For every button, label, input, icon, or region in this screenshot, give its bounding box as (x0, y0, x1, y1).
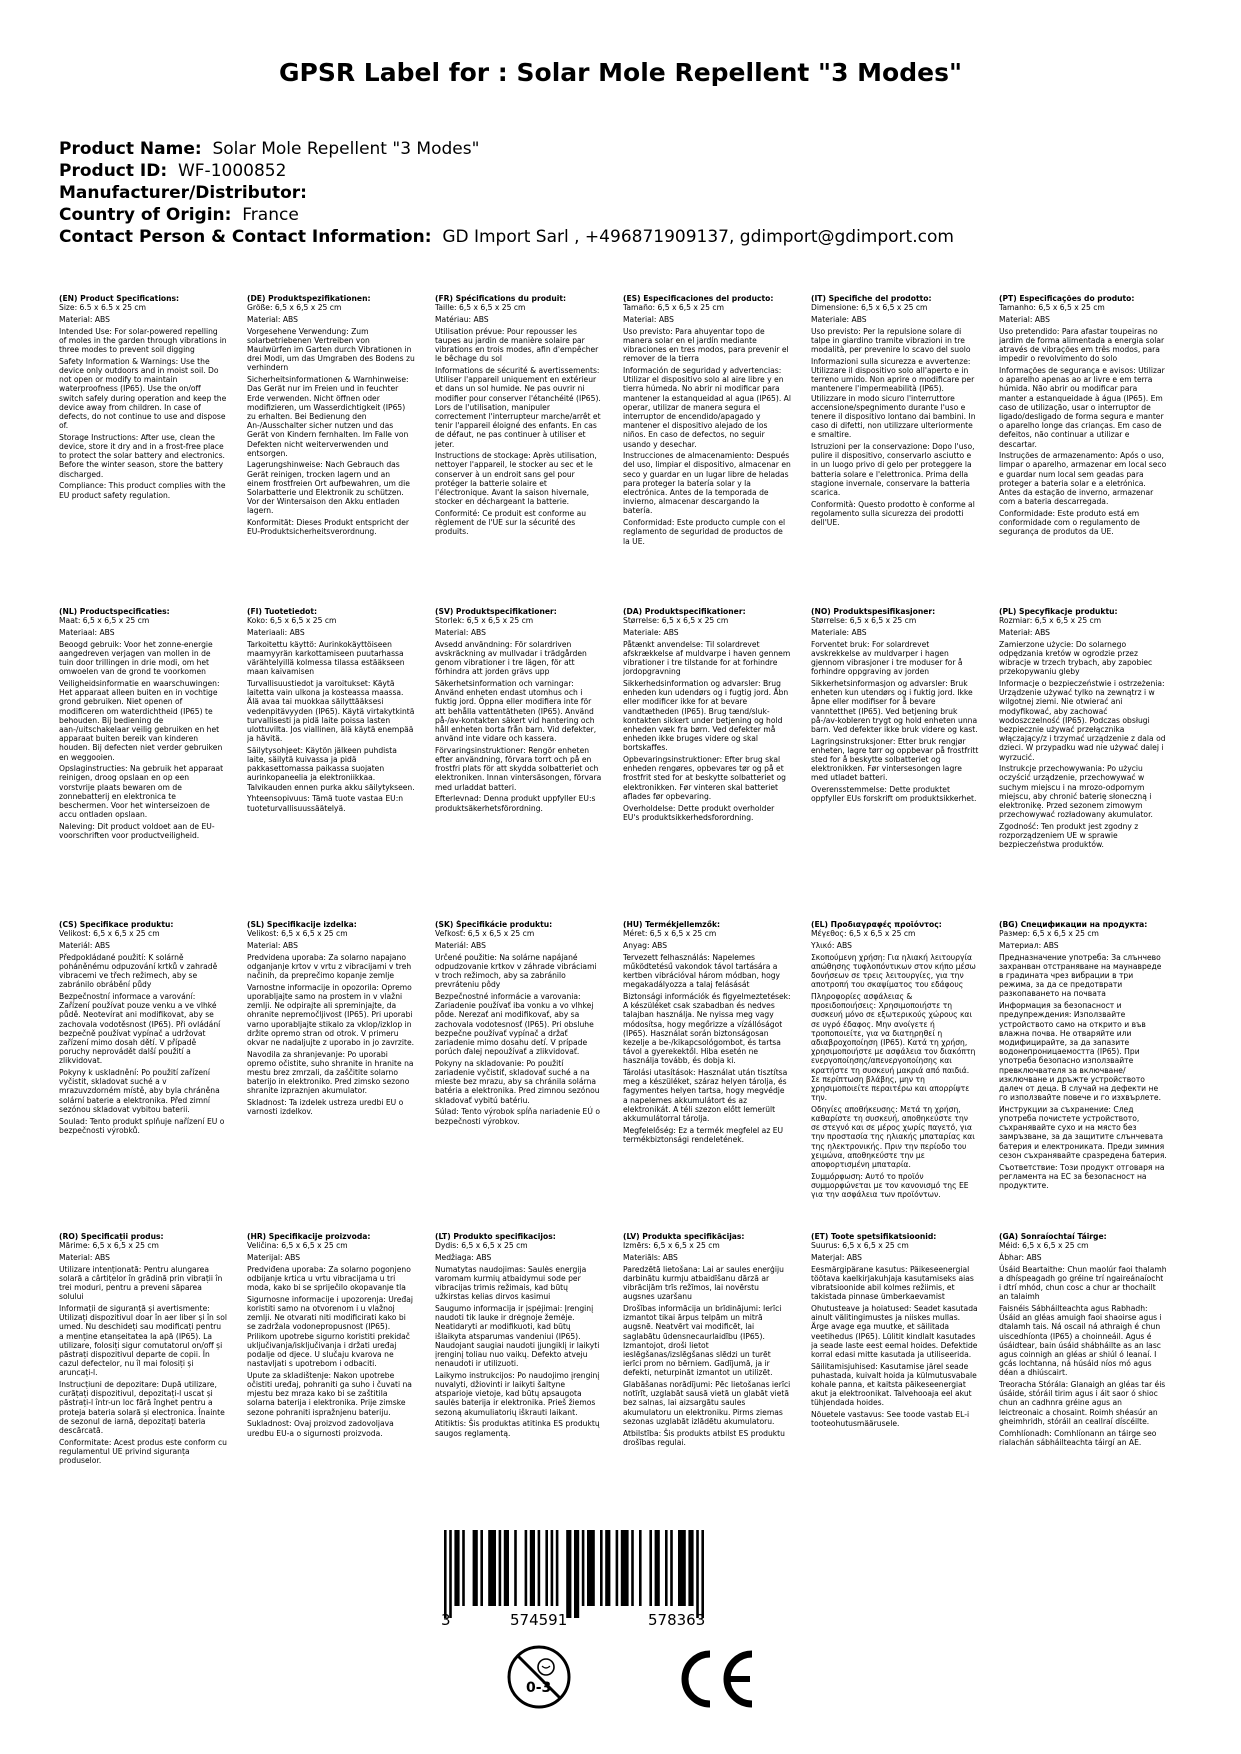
age-warning-icon (506, 1644, 572, 1710)
spec-paragraph: Atbilstība: Šis produkts atbilst ES produktu drošības regulai. (623, 1428, 785, 1447)
spec-paragraph: Tamaño: 6,5 x 6,5 x 25 cm (623, 303, 724, 313)
spec-heading: (FI) Tuotetiedot: (247, 607, 318, 616)
spec-paragraph: Ohutusteave ja hoiatused: Seadet kasutada ainult välitingimustes ja niiskes mullas. Ärge avage ega muutke, et säilitada veetihedus (IP65). Lülitit kindlalt kasutades ja seade laste eest eemal hoides. Defektide korral edasi mitte kasutada ja utiliseerida. (811, 1303, 978, 1359)
spec-paragraph: Información de seguridad y advertencias: Utilizar el dispositivo solo al aire libre y en tierra húmeda. No abrir ni modificar para mantener la estanqueidad al agua (IP65). Al operar, utilizar de manera segura el interruptor de encendido/apagado y mantener el dispositivo alejado de los niños. En caso de defectos, no seguir usando y desechar. (623, 365, 791, 449)
spec-paragraph: Bezpečnostné informácie a varovania: Zariadenie používať iba vonku a vo vlhkej pôde. Nerezať ani modifikovať, aby sa zachovala vodotesnosť (IP65). Pri obsluhe bezpečne používať vypínač a držať zariadenie mimo dosahu detí. V prípade porúch ďalej nepoužívať a zlikvidovať. (435, 991, 594, 1057)
spec-paragraph: Storage Instructions: After use, clean the device, store it dry and in a frost-free place to protect the solar battery and electronics. Before the winter season, store the battery discharged. (59, 432, 225, 479)
spec-block (435, 920, 603, 1128)
spec-paragraph: Materijal: ABS (247, 1252, 301, 1262)
spec-paragraph: Storlek: 6,5 x 6,5 x 25 cm (435, 616, 534, 626)
spec-paragraph: Sukladnost: Ovaj proizvod zadovoljava uredbu EU-a o sigurnosti proizvoda. (247, 1419, 394, 1438)
spec-paragraph: Lagerungshinweise: Nach Gebrauch das Gerät reinigen, trocken lagern und an einem frostfreien Ort aufbewahren, um die Solarbatterie und Elektronik zu schützen. Vor der Wintersaison den Akku entladen lagern. (247, 460, 410, 516)
spec-paragraph: Drošības informācija un brīdinājumi: Ierīci izmantot tikai ārpus telpām un mitrā augsnē. Neatvērt vai modificēt, lai saglabātu ūdensnecaurlaidību (IP65). Izmantojot, droši lietot ieslēgšanas/izslēgšanas slēdzi un turēt ierīci prom no bērniem. Gadījumā, ja ir defekti, neturpināt izmantot un utilizēt. (623, 1303, 782, 1378)
spec-paragraph: Biztonsági információk és figyelmeztetések: A készüléket csak szabadban és nedves talajban használja. Ne nyissa meg vagy módosítsa, hogy megőrizze a vízállóságot (IP65). Használat során biztonságosan kezelje a be-/kikapcsológombot, és tartsa távol a gyerekektől. Hiba esetén ne használja tovább, és dobja ki. (623, 991, 791, 1066)
spec-paragraph: Lagringsinstruksjoner: Etter bruk rengjør enheten, lagre tørr og oppbevar på frostfritt sted for å beskytte solbatteriet og elektronikken. Før vintersesongen lagre med utladet batteri. (811, 736, 979, 783)
spec-paragraph: Vorgesehene Verwendung: Zum solarbetriebenen Vertreiben von Maulwürfen im Garten durch Vibrationen in drei Modi, um das Umgraben des Bodens zu verhindern (247, 326, 415, 373)
spec-paragraph: Materiál: ABS (59, 940, 110, 950)
spec-paragraph: Yhteensopivuus: Tämä tuote vastaa EU:n tuoteturvallisuussäätelyä. (247, 794, 404, 813)
contact-label: Contact Person & Contact Information: (59, 227, 432, 247)
spec-paragraph: Istruzioni per la conservazione: Dopo l'uso, pulire il dispositivo, conservarlo asciutto e in un luogo privo di gelo per proteggere la batteria solare e l'elettronica. Prima della stagione invernale, conservare la batteria scarica. (811, 442, 975, 498)
spec-paragraph: Velikost: 6,5 x 6,5 x 25 cm (247, 929, 348, 939)
spec-paragraph: Numatytas naudojimas: Saulės energija varomam kurmių atbaidymui sode per vibracijas trimis režimais, kad būtų užkirstas kelias dirvos kasimui (435, 1264, 587, 1302)
spec-paragraph: Megfelelőség: Ez a termék megfelel az EU termékbiztonsági rendeletének. (623, 1125, 784, 1144)
spec-paragraph: Saugumo informacija ir įspėjimai: Įrenginį naudoti tik lauke ir drėgnoje žemėje. Neatidaryti ar modifikuoti, kad būtų išlaikyta atsparumas vandeniui (IP65). Naudojant saugiai naudoti įjungiklį ir laikyti įrenginį toliau nuo vaikų. Defekto atveju nenaudoti ir utilizuoti. (435, 1303, 600, 1369)
spec-paragraph: Μέγεθος: 6,5 x 6,5 x 25 cm (811, 929, 916, 939)
spec-paragraph: Veiligheidsinformatie en waarschuwingen: Het apparaat alleen buiten en in vochtige grond gebruiken. Niet openen of modificeren om waterdichtheid (IP65) te behouden. Bij bediening de aan-/uitschakelaar veilig gebruiken en het apparaat buiten bereik van kinderen houden. Bij defecten niet verder gebruiken en weggooien. (59, 678, 223, 762)
spec-paragraph: Súlad: Tento výrobok spĺňa nariadenie EÚ o bezpečnosti výrobkov. (435, 1107, 600, 1126)
spec-block (435, 607, 603, 815)
spec-paragraph: Predviđena uporaba: Za solarno pogonjeno odbijanje krtica u vrtu vibracijama u tri moda, kako bi se spriječilo okopavanje tla (247, 1264, 411, 1293)
spec-paragraph: Konformität: Dieses Produkt entspricht der EU-Produktsicherheitsverordnung. (247, 518, 410, 537)
spec-paragraph: Předpokládané použití: K solárně poháněnému odpuzování krtků v zahradě vibracemi ve třech režimech, aby se zabránilo obrábění půdy (59, 952, 218, 990)
spec-paragraph: Instruções de armazenamento: Após o uso, limpar o aparelho, armazenar em local seco e guardar num local sem geadas para proteger a bateria solar e a eletrónica. Antes da estação de inverno, armazenar com a bateria descarregada. (999, 451, 1167, 507)
spec-block (623, 607, 791, 824)
barcode-bar (631, 1530, 634, 1606)
spec-paragraph: Matériau: ABS (435, 314, 489, 324)
spec-paragraph: Informations de sécurité & avertissements: Utiliser l'appareil uniquement en extérieur et dans un sol humide. Ne pas ouvrir ni modifier pour conserver l'étanchéité (IP65). Lors de l'utilisation, manipuler correctement l'interrupteur marche/arrêt et tenir l'appareil éloigné des enfants. En cas de défaut, ne pas continuer à utiliser et jeter. (435, 365, 601, 449)
spec-paragraph: Nõuetele vastavus: See toode vastab EL-i tooteohutusmäärusele. (811, 1410, 970, 1429)
spec-paragraph: Размер: 6,5 x 6,5 x 25 cm (999, 929, 1099, 939)
spec-block (811, 607, 979, 806)
spec-paragraph: Suurus: 6,5 x 6,5 x 25 cm (811, 1241, 909, 1251)
spec-paragraph: Informații de siguranță și avertismente: Utilizați dispozitivul doar în aer liber și în sol umed. Nu deschideți sau modificați pentru a menține etanșeitatea la apă (IP65). La utilizare, folosiți sigur comutatorul on/off și păstrați dispozitivul departe de copii. În cazul defectelor, nu îl mai folosiți și aruncați-l. (59, 1303, 227, 1378)
spec-paragraph: Conformità: Questo prodotto è conforme al regolamento sulla sicurezza dei prodotti dell'UE. (811, 499, 975, 528)
spec-paragraph: Materiale: ABS (811, 314, 867, 324)
spec-paragraph: Materjal: ABS (811, 1252, 862, 1262)
spec-heading: (EN) Product Specifications: (59, 294, 180, 303)
spec-paragraph: Určené použitie: Na solárne napájané odpudzovanie krtkov v záhrade vibráciami v troch režimoch, aby sa zabránilo prevráteniu pôdy (435, 952, 597, 990)
spec-paragraph: Forventet bruk: For solardrevet avskrekkelse av muldvarper i hagen gjennom vibrasjoner i tre moduser for å forhindre oppgraving av jorden (811, 639, 963, 677)
spec-paragraph: Förvaringsinstruktioner: Rengör enheten efter användning, förvara torrt och på en frostfri plats för att skydda solbatteriet och elektroniken. Innan vintersäsongen, förvara med urladdat batteri. (435, 745, 602, 792)
spec-block (999, 607, 1167, 852)
spec-paragraph: Beoogd gebruik: Voor het zonne-energie aangedreven verjagen van mollen in de tuin door trillingen in drie modi, om het omwoelen van de grond te voorkomen (59, 639, 213, 677)
spec-paragraph: Σκοπούμενη χρήση: Για ηλιακή λειτουργία απώθησης τυφλοπόντικων στον κήπο μέσω δονήσεων σε τρεις λειτουργίες, για την αποτροπή του σκαψίματος του εδάφους (811, 952, 976, 990)
spec-paragraph: Utilizare intenționată: Pentru alungarea solară a cârtițelor în grădină prin vibrații în trei moduri, pentru a preveni săparea solului (59, 1264, 223, 1302)
spec-paragraph: Opslaginstructies: Na gebruik het apparaat reinigen, droog opslaan en op een vorstvrije plaats bewaren om de zonnebatterij en elektronica te beschermen. Voor het winterseizoen de accu ontladen opslaan. (59, 764, 224, 820)
barcode-bar (655, 1530, 660, 1606)
barcode-bar (499, 1530, 502, 1606)
page-title: GPSR Label for : Solar Mole Repellent "3 Modes" (279, 58, 962, 87)
spec-block (999, 920, 1167, 1193)
spec-block (999, 1232, 1167, 1449)
spec-heading: (DA) Produktspecifikationer: (623, 607, 746, 616)
spec-block (811, 1232, 979, 1431)
spec-paragraph: Size: 6.5 x 6.5 x 25 cm (59, 303, 147, 313)
spec-paragraph: Eesmärgipärane kasutus: Päikeseenergial töötava kaelkirjakuhjaja kasutamiseks aias vibratsioonide abil kolmes režiimis, et takistada pinnase ümberkaevamist (811, 1264, 974, 1302)
product-id-label: Product ID: (59, 161, 168, 181)
spec-paragraph: Zamierzone użycie: Do solarnego odpędzania kretów w ogrodzie przez wibracje w trzech trybach, aby zapobiec przekopywaniu gleby (999, 639, 1153, 677)
spec-block (247, 294, 415, 539)
barcode-bar (473, 1530, 478, 1606)
spec-paragraph: Soulad: Tento produkt splňuje nařízení EU o bezpečnosti výrobků. (59, 1116, 225, 1135)
spec-paragraph: Overensstemmelse: Dette produktet oppfyller EUs forskrift om produktsikkerhet. (811, 785, 977, 804)
spec-paragraph: Informações de segurança e avisos: Utilizar o aparelho apenas ao ar livre e em terra húmida. Não abrir ou modificar para manter a estanqueidade à água (IP65). Em caso de utilização, usar o interruptor de ligado/desligado de forma segura e manter o aparelho longe das crianças. Em caso de defeitos, não continuar a utilizar e descartar. (999, 365, 1165, 449)
spec-paragraph: Materiaal: ABS (59, 627, 115, 637)
spec-paragraph: Säilitamisjuhised: Kasutamise järel seade puhastada, kuivalt hoida ja külmutusvabale kohale panna, et kaitsta päikeseenergiat akut ja elektroonikat. Talvehooaja eel akut tühjendada hoides. (811, 1361, 977, 1408)
spec-heading: (HU) Termékjellemzők: (623, 920, 721, 929)
spec-paragraph: Οδηγίες αποθήκευσης: Μετά τη χρήση, καθαρίστε τη συσκευή, αποθηκεύστε την σε στεγνό και σε μέρος χωρίς παγετό, για την προστασία της ηλιακής μπαταρίας και της ηλεκτρονικής. Πριν την περίοδο του χειμώνα, αποθηκεύστε την με αποφορτισμένη μπαταρία. (811, 1104, 975, 1170)
spec-paragraph: Material: ABS (623, 314, 674, 324)
spec-block (59, 294, 227, 502)
barcode-bar (600, 1530, 603, 1606)
spec-block (623, 920, 791, 1147)
spec-paragraph: Størrelse: 6,5 x 6,5 x 25 cm (811, 616, 917, 626)
spec-paragraph: Zgodność: Ten produkt jest zgodny z rozporządzeniem UE w sprawie bezpieczeństwa produktów. (999, 821, 1139, 850)
spec-paragraph: Conformité: Ce produit est conforme au règlement de l'UE sur la sécurité des produits. (435, 508, 587, 537)
spec-heading: (HR) Specifikacije proizvoda: (247, 1232, 371, 1241)
barcode-bar (545, 1530, 548, 1606)
spec-paragraph: Informacje o bezpieczeństwie i ostrzeżenia: Urządzenie używać tylko na zewnątrz i w wilgotnej ziemi. Nie otwierać ani modyfikować, aby zachować wodoszczelność (IP65). Podczas obsługi bezpiecznie używać przełącznika włączający/z i trzymać urządzenie z dala od dzieci. W przypadku wad nie używać dalej i wyrzucić. (999, 678, 1166, 762)
spec-paragraph: Πληροφορίες ασφάλειας & προειδοποιήσεις: Χρησιμοποιήστε τη συσκευή μόνο σε εξωτερικούς χώρους και σε υγρό έδαφος. Μην ανοίγετε ή τροποποιείτε, για να διατηρηθεί η αδιαβροχοποίηση (IP65). Κατά τη χρήση, χρησιμοποιήστε με ασφάλεια τον διακόπτη ενεργοποίησης/απενεργοποίησης και κρατήστε τη συσκευή μακριά από παιδιά. Σε περίπτωση βλάβης, μην τη χρησιμοποιείτε περαιτέρω και απορρίψτε την. (811, 991, 976, 1103)
product-id: WF-1000852 (177, 161, 287, 181)
product-name-row (59, 138, 1189, 160)
spec-paragraph: Uso pretendido: Para afastar toupeiras no jardim de forma alimentada a energia solar através de vibrações em três modos, para impedir o revolvimento do solo (999, 326, 1165, 364)
spec-paragraph: Instructions de stockage: Après utilisation, nettoyer l'appareil, le stocker au sec et le conserver à un endroit sans gel pour protéger la batterie solaire et l'électronique. Avant la saison hivernale, stocker en déchargeant la batterie. (435, 451, 597, 507)
spec-paragraph: Predvidena uporaba: Za solarno napajano odganjanje krtov v vrtu z vibracijami v treh načinih, da preprečimo kopanje zemlje (247, 952, 412, 981)
barcode-group-2: 578363 (648, 1611, 706, 1629)
spec-paragraph: Atitiktis: Šis produktas atitinka ES produktų saugos reglamentą. (435, 1419, 600, 1438)
spec-heading: (SK) Špecifikácie produktu: (435, 920, 553, 929)
spec-paragraph: Compliance: This product complies with the EU product safety regulation. (59, 481, 226, 500)
spec-block (59, 1232, 227, 1468)
spec-paragraph: Opbevaringsinstruktioner: Efter brug skal enheden rengøres, opbevares tør og på et frostfrit sted for at beskytte solbatteriet og elektronikken. Før vinteren skal batteriet aflades før opbevaring. (623, 755, 786, 801)
spec-paragraph: Materiāls: ABS (623, 1252, 678, 1262)
spec-paragraph: Информация за безопасност и предупреждения: Използвайте устройството само на открито и във влажна почва. Не отваряйте или модифицирайте, за да запазите водонепроницаемостта (IP65). При употреба безопасно използвайте превключвателя за включване/изключване и дръжте устройството далеч от деца. В случай на дефекти не го използвайте повече и го изхвърлете. (999, 1001, 1161, 1103)
spec-block (623, 294, 791, 548)
spec-heading: (PT) Especificações do produto: (999, 294, 1135, 303)
spec-paragraph: Sikkerhedsinformation og advarsler: Brug enheden kun udendørs og i fugtig jord. Åbn eller modificer ikke for at bevare vandtætheden (IP65). Brug tænd/sluk-kontakten sikkert under betjening og hold enheden væk fra børn. Ved defekter må enheden ikke bruges videre og skal bortskaffes. (623, 678, 789, 753)
barcode-bar (556, 1530, 559, 1606)
spec-paragraph: Tarkoitettu käyttö: Aurinkokäyttöiseen maamyyrän karkottamiseen puutarhassa värähtelyillä kolmessa tilassa estääkseen maan kaivamisen (247, 639, 405, 677)
spec-heading: (IT) Specifiche del prodotto: (811, 294, 932, 303)
manufacturer-label: Manufacturer/Distributor: (59, 183, 307, 203)
spec-heading: (PL) Specyfikacje produktu: (999, 607, 1118, 616)
barcode-bar (665, 1530, 668, 1606)
barcode-bar (621, 1530, 629, 1606)
spec-paragraph: Taille: 6,5 x 6,5 x 25 cm (435, 303, 526, 313)
spec-paragraph: Materiál: ABS (435, 940, 486, 950)
spec-block (811, 294, 979, 530)
spec-paragraph: Conformitate: Acest produs este conform cu regulamentul UE privind siguranța produselor. (59, 1437, 227, 1466)
barcode-bar (462, 1530, 465, 1606)
spec-paragraph: Conformidade: Este produto está em conformidade com o regulamento de segurança de produtos da UE. (999, 508, 1140, 537)
product-name: Solar Mole Repellent "3 Modes" (212, 139, 480, 159)
spec-paragraph: Upute za skladištenje: Nakon upotrebe očistiti uređaj, pohraniti ga suho i čuvati na mjestu bez mraza kako bi se zaštitila solarna baterija i elektronika. Prije zimske sezone pohraniti ispražnjenu bateriju. (247, 1370, 412, 1417)
barcode-bar (639, 1530, 642, 1606)
spec-heading: (EL) Προδιαγραφές προϊόντος: (811, 920, 942, 929)
spec-paragraph: Turvallisuustiedot ja varoitukset: Käytä laitetta vain ulkona ja kosteassa maassa. Älä avaa tai muokkaa säilyttääksesi vedenpitävyyden (IP65). Käytä virtakytkintä turvallisesti ja pidä laite poissa lasten ulottuvilta. Jos viallinen, älä käytä enempää ja hävitä. (247, 678, 415, 744)
spec-heading: (BG) Спецификации на продукта: (999, 920, 1148, 929)
origin-label: Country of Origin: (59, 205, 232, 225)
spec-paragraph: Sigurnosne informacije i upozorenja: Uređaj koristiti samo na otvorenom i u vlažnoj zemlji. Ne otvarati niti modificirati kako bi se zadržala vodonepropusnost (IP65). Prilikom upotrebe sigurno koristiti prekidač uključivanja/isključivanja i držati uređaj podalje od djece. U slučaju kvarova ne nastavljati s upotrebom i odbaciti. (247, 1294, 414, 1369)
spec-paragraph: Skladnost: Ta izdelek ustreza uredbi EU o varnosti izdelkov. (247, 1098, 404, 1117)
barcode-bar (616, 1530, 619, 1606)
spec-paragraph: Rozmiar: 6,5 x 6,5 x 25 cm (999, 616, 1102, 626)
barcode-bar (504, 1530, 509, 1606)
spec-block (247, 1232, 415, 1440)
spec-heading: (SL) Specifikacije izdelka: (247, 920, 357, 929)
spec-paragraph: Anyag: ABS (623, 940, 668, 950)
spec-paragraph: Sicherheitsinformationen & Warnhinweise: Das Gerät nur im Freien und in feuchter Erde verwenden. Nicht öffnen oder modifizieren, um Wasserdichtigkeit (IP65) zu erhalten. Bei Bedienung den An-/Ausschalter sicher nutzen und das Gerät von Kindern fernhalten. Im Falle von Defekten nicht weiterverwenden und entsorgen. (247, 375, 409, 458)
spec-paragraph: Mărime: 6,5 x 6,5 x 25 cm (59, 1241, 159, 1251)
spec-paragraph: Materiaali: ABS (247, 627, 305, 637)
spec-block (435, 294, 603, 539)
spec-paragraph: Velikost: 6,5 x 6,5 x 25 cm (59, 929, 160, 939)
barcode-bar (525, 1530, 528, 1606)
spec-paragraph: Ábhar: ABS (999, 1252, 1042, 1262)
spec-paragraph: Material: ABS (247, 940, 298, 950)
spec-paragraph: Materiale: ABS (623, 627, 679, 637)
barcode-group-1: 574591 (510, 1611, 568, 1629)
spec-paragraph: Størrelse: 6,5 x 6,5 x 25 cm (623, 616, 729, 626)
spec-paragraph: Uso previsto: Para ahuyentar topo de manera solar en el jardín mediante vibraciones en tres modos, para prevenir el remover de la tierra (623, 326, 789, 364)
spec-paragraph: Instrucțiuni de depozitare: După utilizare, curățați dispozitivul, depozitați-l uscat și păstrați-l într-un loc fără înghet pentru a proteja bateria solară și electronica. Înainte de sezonul de iarnă, depozitați bateria descărcată. (59, 1380, 225, 1436)
spec-paragraph: Material: ABS (435, 627, 486, 637)
spec-block (247, 607, 415, 815)
spec-heading: (NO) Produktspesifikasjoner: (811, 607, 936, 616)
spec-paragraph: Material: ABS (59, 1252, 110, 1262)
barcode-bar (551, 1530, 554, 1606)
barcode-digit: 3 (441, 1611, 451, 1629)
spec-paragraph: Bezpečnostní informace a varování: Zařízení používat pouze venku a ve vlhké půdě. Neotevírat ani modifikovat, aby se zachovala vodotěsnost (IP65). Při ovládání bezpečně používat vypínač a udržovat zařízení mimo dosah dětí. V případě poruchy neprovádět další použití a zlikvidovat. (59, 991, 221, 1066)
spec-paragraph: Úsáid Beartaithe: Chun maolúr faoi thalamh a dhíspeagadh go gréine trí ngaireánaíocht i dtrí mhód, chun cosc a chur ar thochailt an talaimh (999, 1264, 1167, 1302)
spec-paragraph: Overholdelse: Dette produkt overholder EU's produktsikkerhedsforordning. (623, 803, 775, 822)
spec-heading: (LT) Produkto specifikacijos: (435, 1232, 556, 1241)
spec-paragraph: Материал: ABS (999, 940, 1059, 950)
spec-paragraph: Laikymo instrukcijos: Po naudojimo įrenginį nuvalyti, džiovinti ir laikyti šaltyne atsparioje vietoje, kad būtų apsaugota saulės baterija ir elektronika. Prieš žiemos sezoną akumuliatorių iškrauti laikant. (435, 1370, 600, 1417)
barcode-bar (449, 1530, 452, 1618)
spec-paragraph: Naleving: Dit product voldoet aan de EU-voorschriften voor productveiligheid. (59, 821, 215, 841)
spec-paragraph: Paredzētā lietošana: Lai ar saules enerģiju darbinātu kurmju atbaidīšanu dārzā ar vibrācijām trīs režīmos, lai novērstu augsnes uzaršanu (623, 1264, 784, 1302)
spec-paragraph: Veľkosť: 6,5 x 6,5 x 25 cm (435, 929, 535, 939)
spec-heading: (RO) Specificații produs: (59, 1232, 164, 1241)
spec-paragraph: Påtænkt anvendelse: Til solardrevet afskrækkelse af muldvarpe i haven gennem vibrationer i tre tilstande for at forhindre jordopgravning (623, 639, 791, 677)
spec-block (623, 1232, 791, 1449)
spec-paragraph: Medžiaga: ABS (435, 1252, 492, 1262)
spec-paragraph: Conformidad: Este producto cumple con el reglamento de seguridad de productos de la UE. (623, 518, 786, 546)
product-id-row (59, 160, 1189, 182)
barcode-bar (530, 1530, 535, 1606)
spec-heading: (ET) Toote spetsifikatsioonid: (811, 1232, 937, 1241)
spec-paragraph: Tamanho: 6,5 x 6,5 x 25 cm (999, 303, 1105, 313)
spec-heading: (NL) Productspecificaties: (59, 607, 170, 616)
contact-row (59, 226, 1189, 248)
spec-paragraph: Faisnéis Sábháilteachta agus Rabhadh: Úsáid an gléas amuigh faoi shaoirse agus i dtalamh tais. Ná oscail ná athraigh é chun uiscedhíonta (IP65) a choinneáil. Agus é úsáidtear, bain úsáid shábháilte as an lasc agus coinnigh an gléas ar shiúl ó leanaí. I gcás lochtanna, ná húsáid níos mó agus déan a dhiúscairt. (999, 1303, 1162, 1378)
spec-paragraph: Dydis: 6,5 x 6,5 x 25 cm (435, 1241, 528, 1251)
spec-block (999, 294, 1167, 539)
spec-paragraph: Pokyny na skladovanie: Po použití zariadenie vyčistiť, skladovať suché a na mieste bez mrazu, aby sa chránila solárna batéria a elektronika. Pred zimnou sezónou skladovať vybitú batériu. (435, 1058, 600, 1105)
barcode-bar (480, 1530, 483, 1606)
spec-paragraph: Safety Information & Warnings: Use the device only outdoors and in moist soil. Do not open or modify to maintain waterproofness (IP65). Use the on/off switch safely during operation and keep the device away from children. In case of defects, do not continue to use and dispose of. (59, 356, 227, 431)
barcode-bar (688, 1530, 693, 1606)
spec-heading: (LV) Produkta specifikācijas: (623, 1232, 745, 1241)
spec-paragraph: Varnostne informacije in opozorila: Opremo uporabljajte samo na prostem in v vlažni zemlji. Ne odpirajte ali spreminjajte, da ohranite nepremočljivost (IP65). Pri uporabi varno uporabljajte stikalo za vklop/izklop in držite opremo stran od otrok. V primeru okvar ne nadaljujte z uporabo in jo zavrzite. (247, 982, 415, 1047)
spec-paragraph: Größe: 6,5 x 6,5 x 25 cm (247, 303, 342, 313)
barcode-bar (566, 1530, 571, 1618)
spec-paragraph: Efterlevnad: Denna produkt uppfyller EU:s produktsäkerhetsförordning. (435, 794, 596, 813)
spec-paragraph: Material: ABS (999, 314, 1050, 324)
barcode-bar (574, 1530, 579, 1618)
barcode-bar (488, 1530, 496, 1606)
spec-heading: (SV) Produktspecifikationer: (435, 607, 557, 616)
spec-paragraph: Méid: 6,5 x 6,5 x 25 cm (999, 1241, 1089, 1251)
spec-heading: (ES) Especificaciones del producto: (623, 294, 774, 303)
spec-heading: (GA) Sonraíochtaí Táirge: (999, 1232, 1107, 1241)
spec-block (435, 1232, 603, 1440)
spec-paragraph: Sikkerhetsinformasjon og advarsler: Bruk enheten kun utendørs og i fuktig jord. Ikke åpne eller modifiser for å bevare vanntetthet (IP65). Ved betjening bruk på-/av-kobleren trygt og hold enheten unna barn. Ved defekter ikke bruk videre og kast. (811, 678, 978, 734)
spec-paragraph: Säkerhetsinformation och varningar: Använd enheten endast utomhus och i fuktig jord. Öppna eller modifiera inte för att behålla vattentätheten (IP65). Använd på-/av-kontakten säkert vid hantering och håll enheten borta från barn. Vid defekter, använd inte vidare och kassera. (435, 678, 597, 744)
spec-paragraph: Materiale: ABS (811, 627, 867, 637)
spec-paragraph: Veličina: 6,5 x 6,5 x 25 cm (247, 1241, 348, 1251)
spec-paragraph: Material: ABS (247, 314, 298, 324)
spec-paragraph: Υλικό: ABS (811, 940, 852, 950)
spec-paragraph: Tárolási utasítások: Használat után tisztítsa meg a készüléket, száraz helyen tárolja, és fagymentes helyen tartsa, hogy megvédje a napelemes akkumulátort és az elektronikát. A téli szezon előtt lemerült akkumulátorral tárolja. (623, 1068, 788, 1124)
ce-mark-icon (672, 1648, 758, 1710)
spec-paragraph: Συμμόρφωση: Αυτό το προϊόν συμμορφώνεται με τον κανονισμό της ΕΕ για την ασφάλεια των προϊόντων. (811, 1171, 969, 1200)
product-info (59, 138, 1189, 248)
spec-block (59, 607, 227, 843)
barcode-bar (582, 1530, 585, 1606)
product-name-label: Product Name: (59, 139, 202, 159)
spec-paragraph: Съответствие: Този продукт отговаря на регламента на ЕС за безопасност на продуктите. (999, 1162, 1165, 1190)
contact: GD Import Sarl , +496871909137, gdimport@gdimport.com (442, 227, 954, 247)
spec-heading: (DE) Produktspezifikationen: (247, 294, 371, 303)
spec-paragraph: Intended Use: For solar-powered repelling of moles in the garden through vibrations in three modes to prevent soil digging (59, 326, 227, 355)
spec-paragraph: Säilytysohjeet: Käytön jälkeen puhdista laite, säilytä kuivassa ja pidä pakkasettomassa paikassa suojaten aurinkopaneelia ja elektroniikkaa. Talvikauden ennen purka akku säilytykseen. (247, 745, 415, 792)
spec-paragraph: Utilisation prévue: Pour repousser les taupes au jardin de manière solaire par vibrations en trois modes, afin d'empêcher le bêchage du sol (435, 326, 599, 364)
barcode-bar (587, 1530, 595, 1606)
spec-paragraph: Предназначение употреба: За слънчево захранван отстраняване на маунавреде в градината чрез вибрации в три режима, за да се предотврати разкопаването на почвата (999, 952, 1162, 999)
barcode-bar (444, 1530, 447, 1618)
barcode-bar (701, 1530, 704, 1618)
barcode-bar (454, 1530, 459, 1606)
spec-paragraph: Izmērs: 6,5 x 6,5 x 25 cm (623, 1241, 720, 1251)
spec-paragraph: Materiał: ABS (999, 627, 1050, 637)
barcode-bar (696, 1530, 699, 1618)
spec-paragraph: Comhlíonadh: Comhlíonann an táirge seo rialachán sábháilteachta táirgí an AE. (999, 1428, 1157, 1447)
spec-paragraph: Informazioni sulla sicurezza e avvertenze: Utilizzare il dispositivo solo all'aperto e in terreno umido. Non aprire o modificare per mantenere l'impermeabilità (IP65). Utilizzare in modo sicuro l'interruttore accensione/spegnimento durante l'uso e tenere il dispositivo lontano dai bambini. In caso di difetti, non utilizzare ulteriormente e smaltire. (811, 356, 976, 440)
spec-heading: (FR) Spécifications du produit: (435, 294, 567, 303)
spec-paragraph: Maat: 6,5 x 6,5 x 25 cm (59, 616, 150, 626)
spec-heading: (CS) Specifikace produktu: (59, 920, 174, 929)
spec-paragraph: Tervezett felhasználás: Napelemes működtetésű vakondok távol tartására a kertben vibrációval három módban, hogy megakadályozza a talaj felásását (623, 952, 781, 990)
spec-paragraph: Navodila za shranjevanje: Po uporabi opremo očistite, suho shranite in hranite na mestu brez zmrzali, da zaščitite solarno baterijo in elektroniko. Pred zimsko sezono shranite izpraznjen akumulator. (247, 1049, 414, 1096)
barcode-bar (678, 1530, 686, 1606)
manufacturer-row (59, 182, 1189, 204)
barcode-bar (538, 1530, 541, 1606)
spec-paragraph: Koko: 6,5 x 6,5 x 25 cm (247, 616, 337, 626)
spec-block (59, 920, 227, 1137)
origin: France (242, 205, 299, 225)
barcode-bar (670, 1530, 673, 1606)
spec-block (247, 920, 415, 1119)
spec-block (811, 920, 979, 1202)
age-warning-text: 0-3 (526, 1680, 552, 1696)
spec-paragraph: Méret: 6,5 x 6,5 x 25 cm (623, 929, 717, 939)
spec-paragraph: Pokyny k uskladnění: Po použití zařízení vyčistit, skladovat suché a v mrazuvzdorném místě, aby byla chráněna solární baterie a elektronika. Před zimní sezónou skladovat vybitou baterii. (59, 1068, 220, 1114)
spec-paragraph: Инструкции за съхранение: След употреба почистете устройството, съхранявайте сухо и на място без замръзване, за да защитите слънчевата батерия и електрониката. Преди зимния сезон съхранявайте сразредена батерия. (999, 1104, 1167, 1160)
spec-paragraph: Treoracha Stórála: Glanaigh an gléas tar éis úsáide, stóráil tirim agus i áit saor ó shioc chun an cadhnra gréine agus an leictreonaic a chosaint. Roimh shéasúr an gheimhridh, stóráil an ceallraí díscéilte. (999, 1380, 1166, 1426)
barcode-bar (514, 1530, 517, 1606)
origin-row (59, 204, 1189, 226)
barcode-bar (605, 1530, 610, 1606)
spec-paragraph: Dimensione: 6,5 x 6,5 x 25 cm (811, 303, 928, 313)
spec-paragraph: Glabāšanas norādījumi: Pēc lietošanas ierīci notīrīt, uzglabāt sausā vietā un glabāt vietā bez salnas, lai aizsargātu saules akumulatoru un elektroniku. Pirms ziemas sezonas uzglabāt izlādētu akumulatoru. (623, 1380, 791, 1426)
spec-paragraph: Uso previsto: Per la repulsione solare di talpe in giardino tramite vibrazioni in tre modalità, per prevenire lo scavo del suolo (811, 326, 971, 355)
spec-paragraph: Instrucciones de almacenamiento: Después del uso, limpiar el dispositivo, almacenar en seco y guardar en un lugar libre de heladas para proteger la batería solar y la electrónica. Antes de la temporada de invierno, almacenar descargando la batería. (623, 451, 791, 516)
spec-paragraph: Avsedd användning: För solardriven avskräckning av mullvadar i trädgården genom vibrationer i tre lägen, för att förhindra att jorden grävs upp (435, 639, 587, 677)
barcode (438, 1530, 803, 1620)
spec-paragraph: Instrukcje przechowywania: Po użyciu oczyścić urządzenie, przechowywać w suchym miejscu i na mrozo-odpornym miejscu, aby chronić baterię słoneczną i elektronikę. Przed sezonem zimowym przechowywać rozładowany akumulator. (999, 764, 1153, 820)
spec-paragraph: Material: ABS (59, 314, 110, 324)
barcode-bar (649, 1530, 652, 1606)
